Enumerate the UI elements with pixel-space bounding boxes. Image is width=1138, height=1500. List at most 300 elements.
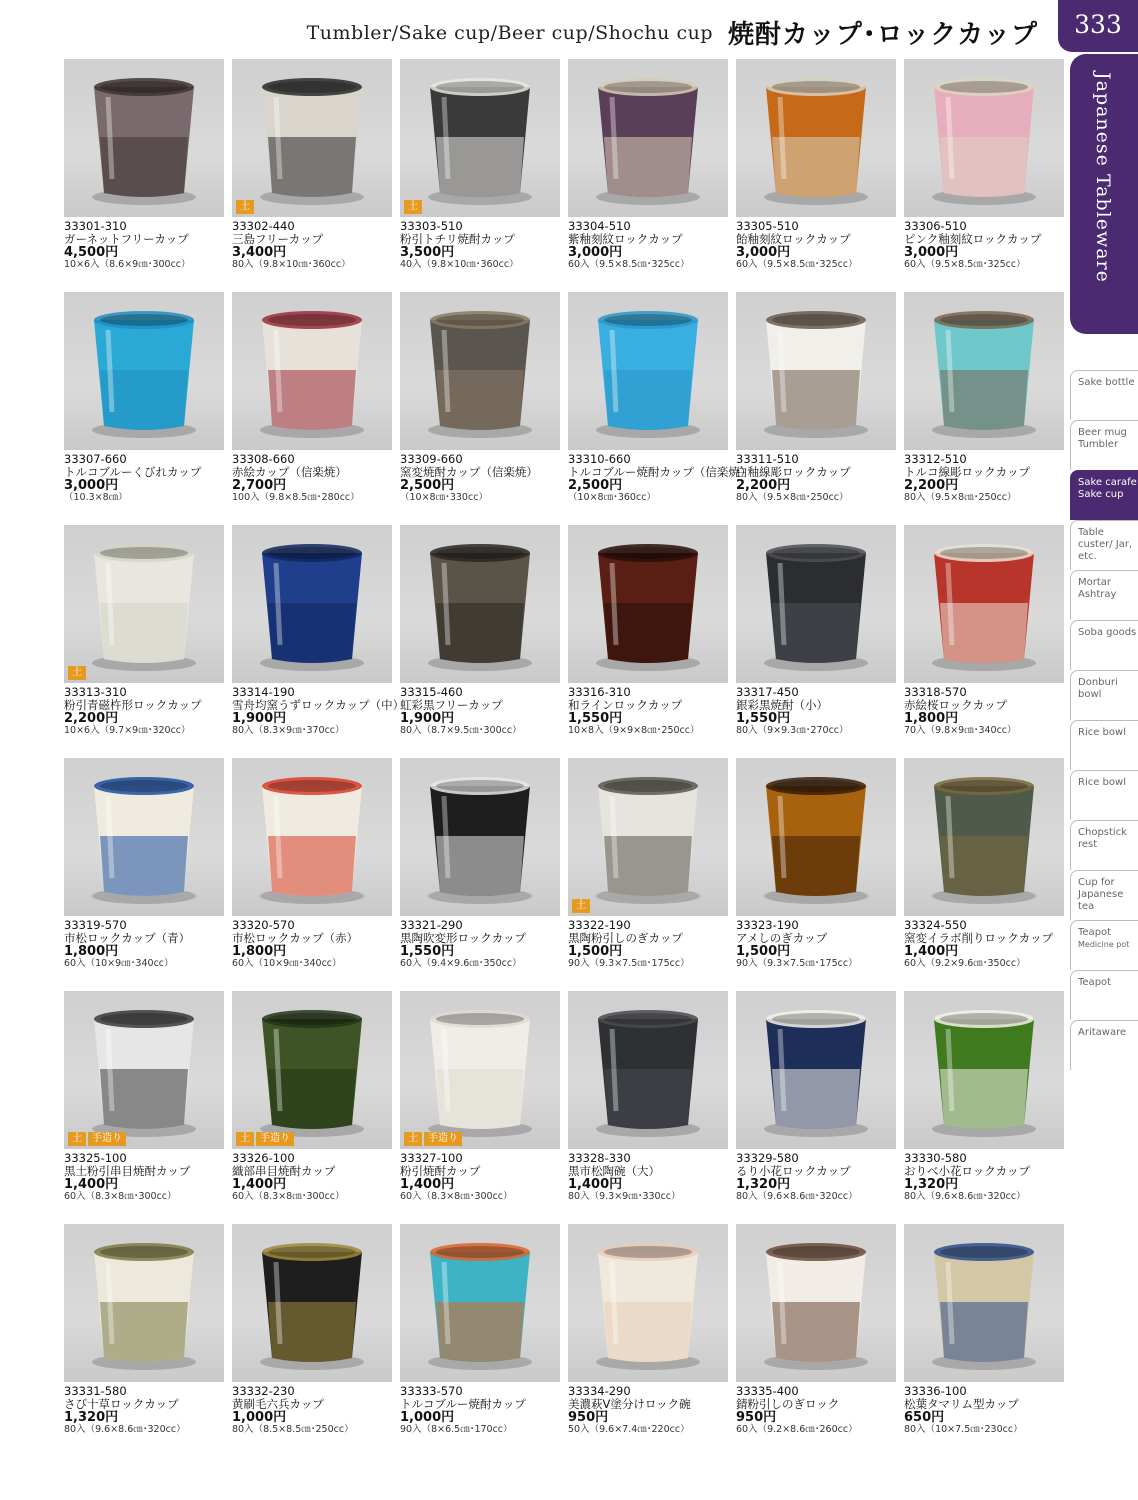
product-spec: 60入（10×9㎝･340cc） (232, 958, 342, 969)
sidenav-tab-label: Table custer/ Jar, etc. (1078, 527, 1133, 562)
product-info (232, 919, 402, 970)
product-code: 33328-330 (568, 1151, 631, 1165)
badge-group (404, 1132, 462, 1146)
product-card[interactable] (64, 525, 224, 757)
product-card[interactable] (904, 525, 1064, 757)
product-spec: 80入（9.8×10㎝･360cc） (232, 259, 351, 270)
cup-illustration (904, 525, 1064, 683)
material-badge: 土 (68, 666, 86, 680)
product-code: 33335-400 (736, 1384, 799, 1398)
product-card[interactable] (64, 292, 224, 524)
sidenav-tab-label: Teapot (1078, 927, 1112, 938)
product-spec: 80入（9×9.3㎝･270cc） (736, 725, 849, 736)
product-code: 33326-100 (232, 1151, 295, 1165)
product-price: 2,500円 (400, 478, 455, 493)
cup-illustration (232, 292, 392, 450)
product-code: 33331-580 (64, 1384, 127, 1398)
product-info (568, 220, 738, 271)
product-spec: 60入（9.5×8.5㎝･325cc） (736, 259, 858, 270)
product-spec: 60入（9.5×8.5㎝･325cc） (568, 259, 690, 270)
product-info (736, 453, 906, 504)
cup-illustration (568, 525, 728, 683)
product-info (64, 453, 234, 504)
sidenav-tab[interactable] (1070, 420, 1138, 470)
product-info (232, 453, 402, 504)
product-spec: 60入（8.3×8㎝･300cc） (64, 1191, 177, 1202)
product-info (400, 919, 570, 970)
product-spec: 40入（9.8×10㎝･360cc） (400, 259, 519, 270)
product-spec: 90入（9.3×7.5㎝･175cc） (736, 958, 858, 969)
product-price: 1,000円 (400, 1410, 455, 1425)
product-card[interactable] (232, 525, 405, 757)
product-code: 33330-580 (904, 1151, 967, 1165)
product-card[interactable] (568, 59, 728, 291)
cup-illustration (64, 525, 224, 683)
product-price: 3,000円 (568, 245, 623, 260)
product-code: 33327-100 (400, 1151, 463, 1165)
japanese-title: 焼酎カップ･ロックカップ (728, 20, 1038, 50)
product-spec: 80入（9.6×8.6㎝･320cc） (736, 1191, 858, 1202)
material-badge: 手造り (88, 1132, 126, 1146)
product-info (568, 1385, 738, 1436)
sidenav-tab-label: Aritaware (1078, 1027, 1127, 1038)
product-name: るり小花ロックカップ (736, 1164, 851, 1178)
cup-illustration (736, 991, 896, 1149)
product-name: さび十草ロックカップ (64, 1397, 179, 1411)
product-card[interactable] (400, 59, 560, 291)
product-photo (568, 991, 728, 1149)
product-price: 1,320円 (904, 1177, 959, 1192)
sidenav-tab[interactable] (1070, 570, 1138, 620)
product-info (400, 686, 570, 737)
product-card[interactable] (568, 292, 752, 524)
product-name: 粉引青磁杵形ロックカップ (64, 698, 202, 712)
product-code: 33313-310 (64, 685, 127, 699)
product-photo (904, 991, 1064, 1149)
product-code: 33333-570 (400, 1384, 463, 1398)
product-info (904, 686, 1074, 737)
badge-group (236, 1132, 294, 1146)
product-name: 飴釉刻紋ロックカップ (736, 232, 851, 246)
product-code: 33316-310 (568, 685, 631, 699)
sidenav-tab[interactable] (1070, 970, 1138, 1020)
product-spec: 80入（8.5×8.5㎝･250cc） (232, 1424, 354, 1435)
product-price: 1,400円 (904, 944, 959, 959)
product-spec: 90入（8×6.5㎝･170cc） (400, 1424, 513, 1435)
product-spec: 50入（9.6×7.4㎝･220cc） (568, 1424, 690, 1435)
sidenav-tab[interactable] (1070, 470, 1138, 520)
product-info (736, 1152, 906, 1203)
product-info (400, 1152, 570, 1203)
product-photo (400, 991, 560, 1149)
product-name: 窯変焼酎カップ（信楽焼） (400, 465, 538, 479)
product-photo (904, 1224, 1064, 1382)
product-name: トルコ線彫ロックカップ (904, 465, 1031, 479)
product-name: 粉引焼酎カップ (400, 1164, 481, 1178)
product-spec: 60入（9.2×8.6㎝･260cc） (736, 1424, 858, 1435)
product-price: 950円 (568, 1410, 609, 1425)
product-name: 黒土粉引串目焼酎カップ (64, 1164, 191, 1178)
cup-illustration (568, 758, 728, 916)
badge-group (572, 899, 590, 913)
product-info (904, 1385, 1074, 1436)
product-info (400, 453, 570, 504)
product-photo (232, 292, 392, 450)
product-price: 3,400円 (232, 245, 287, 260)
sidenav-tab[interactable] (1070, 870, 1138, 920)
product-photo (736, 292, 896, 450)
product-card[interactable] (568, 991, 728, 1223)
product-spec: 60入（8.3×8㎝･300cc） (232, 1191, 345, 1202)
product-price: 1,400円 (232, 1177, 287, 1192)
sidenav-tab-sublabel: Medicine pot (1078, 940, 1130, 949)
product-code: 33302-440 (232, 219, 295, 233)
product-price: 1,800円 (904, 711, 959, 726)
product-price: 1,550円 (736, 711, 791, 726)
sidenav-tab[interactable] (1070, 1020, 1138, 1070)
sidenav-tab-label: Mortar Ashtray (1078, 577, 1117, 600)
cup-illustration (904, 292, 1064, 450)
product-photo (232, 59, 392, 217)
product-price: 1,550円 (568, 711, 623, 726)
product-card[interactable] (64, 59, 224, 291)
product-info (232, 220, 402, 271)
cup-illustration (568, 292, 728, 450)
product-spec: 80入（8.3×9㎝･370cc） (232, 725, 345, 736)
material-badge: 手造り (424, 1132, 462, 1146)
product-price: 950円 (736, 1410, 777, 1425)
product-info (904, 453, 1074, 504)
product-spec: 60入（9.5×8.5㎝･325cc） (904, 259, 1026, 270)
product-info (904, 220, 1074, 271)
product-name: ピンク釉刻紋ロックカップ (904, 232, 1042, 246)
product-spec: 100入（9.8×8.5㎝･280cc） (232, 492, 360, 503)
product-info (568, 686, 738, 737)
cup-illustration (64, 1224, 224, 1382)
sidenav-tab-label: Chopstick rest (1078, 827, 1127, 850)
product-name: 黒陶吹変形ロックカップ (400, 931, 527, 945)
product-card[interactable] (904, 59, 1064, 291)
product-spec: 80入（9.5×8㎝･250cc） (736, 492, 849, 503)
product-photo (64, 758, 224, 916)
product-name: 白釉線彫ロックカップ (736, 465, 851, 479)
product-info (736, 686, 906, 737)
product-code: 33305-510 (736, 219, 799, 233)
cup-illustration (232, 59, 392, 217)
product-photo (232, 1224, 392, 1382)
product-photo (64, 991, 224, 1149)
material-badge: 土 (404, 1132, 422, 1146)
product-photo (232, 991, 392, 1149)
product-photo (568, 59, 728, 217)
product-photo (400, 525, 560, 683)
product-name: 錆粉引しのぎロック (736, 1397, 840, 1411)
sidenav-tab[interactable] (1070, 370, 1138, 420)
product-code: 33336-100 (904, 1384, 967, 1398)
product-code: 33324-550 (904, 918, 967, 932)
product-code: 33303-510 (400, 219, 463, 233)
product-photo (568, 292, 728, 450)
product-spec: 90入（9.3×7.5㎝･175cc） (568, 958, 690, 969)
cup-illustration (64, 292, 224, 450)
product-name: 市松ロックカップ（青） (64, 931, 191, 945)
product-card[interactable] (736, 758, 896, 990)
product-info (904, 1152, 1074, 1203)
product-name: 三島フリーカップ (232, 232, 324, 246)
sidenav-tab-label: Sake carafe Sake cup (1078, 477, 1137, 500)
product-photo (568, 758, 728, 916)
sidenav-tab[interactable] (1070, 670, 1138, 720)
product-card[interactable] (400, 292, 560, 524)
product-photo (400, 1224, 560, 1382)
product-card[interactable] (232, 292, 392, 524)
product-info (736, 220, 906, 271)
product-card[interactable] (400, 758, 560, 990)
product-spec: 80入（9.3×9㎝･330cc） (568, 1191, 681, 1202)
product-name: 黄刷毛六兵カップ (232, 1397, 324, 1411)
product-info (400, 1385, 570, 1436)
material-badge: 土 (68, 1132, 86, 1146)
product-photo (232, 758, 392, 916)
product-info (568, 1152, 738, 1203)
cup-illustration (400, 525, 560, 683)
product-card[interactable] (904, 1224, 1064, 1456)
material-badge: 土 (236, 1132, 254, 1146)
product-price: 2,200円 (64, 711, 119, 726)
product-name: 虹彩黒フリーカップ (400, 698, 503, 712)
product-card[interactable] (904, 991, 1064, 1223)
product-spec: （10×8㎝･360cc） (568, 492, 656, 503)
product-photo (568, 1224, 728, 1382)
product-name: 赤絵カップ（信楽焼） (232, 465, 347, 479)
product-code: 33311-510 (736, 452, 799, 466)
product-info (400, 220, 570, 271)
product-card[interactable] (736, 292, 896, 524)
product-name: トルコブルー焼酎カップ（信楽焼） (568, 465, 752, 479)
product-price: 2,200円 (904, 478, 959, 493)
product-photo (736, 59, 896, 217)
cup-illustration (400, 1224, 560, 1382)
product-spec: 60入（9.4×9.6㎝･350cc） (400, 958, 522, 969)
product-photo (64, 525, 224, 683)
product-code: 33321-290 (400, 918, 463, 932)
product-spec: 10×6入（8.6×9㎝･300cc） (64, 259, 191, 270)
cup-illustration (736, 1224, 896, 1382)
product-card[interactable] (232, 991, 392, 1223)
product-spec: （10.3×8㎝） (64, 492, 128, 503)
product-name: 紫釉刻紋ロックカップ (568, 232, 683, 246)
cup-illustration (64, 59, 224, 217)
product-code: 33319-570 (64, 918, 127, 932)
product-card[interactable] (904, 292, 1064, 524)
product-card[interactable] (232, 758, 392, 990)
product-info (64, 686, 234, 737)
sidenav-tab-label: Beer mug Tumbler (1078, 427, 1127, 450)
product-price: 3,000円 (904, 245, 959, 260)
product-photo (400, 59, 560, 217)
product-code: 33306-510 (904, 219, 967, 233)
product-name: 黒陶粉引しのぎカップ (568, 931, 683, 945)
product-card[interactable] (232, 1224, 392, 1456)
sidenav-tab[interactable] (1070, 720, 1138, 770)
product-price: 1,500円 (736, 944, 791, 959)
product-name: 雪舟均窯うずロックカップ（中） (232, 698, 405, 712)
material-badge: 土 (572, 899, 590, 913)
category-side-band (1070, 54, 1138, 334)
product-price: 2,500円 (568, 478, 623, 493)
product-name: アメしのぎカップ (736, 931, 828, 945)
product-code: 33329-580 (736, 1151, 799, 1165)
cup-illustration (736, 525, 896, 683)
cup-illustration (736, 758, 896, 916)
sidenav-tab[interactable] (1070, 820, 1138, 870)
sidenav-tab-label: Donburi bowl (1078, 677, 1118, 700)
product-spec: 60入（8.3×8㎝･300cc） (400, 1191, 513, 1202)
product-info (232, 1152, 402, 1203)
product-name: 美濃萩V塗分けロック碗 (568, 1397, 691, 1411)
product-card[interactable] (568, 525, 728, 757)
product-price: 1,000円 (232, 1410, 287, 1425)
product-price: 3,000円 (736, 245, 791, 260)
product-code: 33308-660 (232, 452, 295, 466)
product-card[interactable] (904, 758, 1064, 990)
sidenav-tab[interactable] (1070, 770, 1138, 820)
product-name: ガーネットフリーカップ (64, 232, 189, 246)
product-code: 33332-230 (232, 1384, 295, 1398)
product-price: 1,800円 (232, 944, 287, 959)
product-card[interactable] (64, 758, 224, 990)
product-name: 和ラインロックカップ (568, 698, 683, 712)
sidenav-tab[interactable] (1070, 620, 1138, 670)
product-spec: 80入（8.7×9.5㎝･300cc） (400, 725, 522, 736)
product-info (568, 919, 738, 970)
product-name: トルコブルー焼酎カップ (400, 1397, 526, 1411)
cup-illustration (736, 292, 896, 450)
product-card[interactable] (400, 525, 560, 757)
product-code: 33334-290 (568, 1384, 631, 1398)
product-card[interactable] (736, 525, 896, 757)
product-price: 650円 (904, 1410, 945, 1425)
product-code: 33318-570 (904, 685, 967, 699)
product-spec: 70入（9.8×9㎝･340cc） (904, 725, 1017, 736)
product-photo (400, 758, 560, 916)
product-spec: 80入（9.5×8㎝･250cc） (904, 492, 1017, 503)
side-label: Japanese Tableware (1092, 72, 1114, 283)
product-spec: （10×8㎝･330cc） (400, 492, 488, 503)
product-code: 33307-660 (64, 452, 127, 466)
product-code: 33310-660 (568, 452, 631, 466)
product-info (64, 1152, 234, 1203)
product-info (232, 685, 405, 737)
product-card[interactable] (568, 1224, 728, 1456)
page-number: 333 (1058, 0, 1138, 52)
product-card[interactable] (568, 758, 728, 990)
badge-group (236, 200, 254, 214)
product-photo (64, 1224, 224, 1382)
product-price: 1,320円 (64, 1410, 119, 1425)
cup-illustration (232, 991, 392, 1149)
product-price: 1,320円 (736, 1177, 791, 1192)
product-spec: 60入（9.2×9.6㎝･350cc） (904, 958, 1026, 969)
product-info (736, 1385, 906, 1436)
product-card[interactable] (736, 991, 896, 1223)
product-card[interactable] (736, 59, 896, 291)
product-info (64, 220, 234, 271)
product-photo (736, 1224, 896, 1382)
product-code: 33312-510 (904, 452, 967, 466)
product-name: 赤絵桜ロックカップ (904, 698, 1008, 712)
english-title: Tumbler/Sake cup/Beer cup/Shochu cup (306, 22, 713, 44)
sidenav-tab[interactable] (1070, 520, 1138, 570)
product-name: 粉引トチリ焼酎カップ (400, 232, 515, 246)
sidenav-tab[interactable] (1070, 920, 1138, 970)
product-price: 1,900円 (232, 711, 287, 726)
product-code: 33322-190 (568, 918, 631, 932)
product-name: 市松ロックカップ（赤） (232, 931, 359, 945)
product-spec: 80入（9.6×8.6㎝･320cc） (64, 1424, 186, 1435)
product-info (64, 919, 234, 970)
badge-group (68, 1132, 126, 1146)
product-name: トルコブルーくびれカップ (64, 465, 202, 479)
material-badge: 土 (404, 200, 422, 214)
sidenav-tab-label: Rice bowl (1078, 777, 1126, 788)
product-spec: 80入（10×7.5㎝･230cc） (904, 1424, 1023, 1435)
product-price: 1,900円 (400, 711, 455, 726)
cup-illustration (400, 758, 560, 916)
product-photo (568, 525, 728, 683)
cup-illustration (904, 59, 1064, 217)
product-card[interactable] (400, 991, 560, 1223)
sidenav-tab-label: Soba goods (1078, 627, 1137, 638)
product-code: 33314-190 (232, 685, 295, 699)
product-card[interactable] (400, 1224, 560, 1456)
product-photo (904, 758, 1064, 916)
product-card[interactable] (64, 991, 224, 1223)
product-code: 33325-100 (64, 1151, 127, 1165)
product-photo (232, 525, 392, 683)
cup-illustration (64, 758, 224, 916)
product-price: 1,400円 (64, 1177, 119, 1192)
product-spec: 80入（9.6×8.6㎝･320cc） (904, 1191, 1026, 1202)
cup-illustration (232, 525, 392, 683)
badge-group (404, 200, 422, 214)
product-card[interactable] (736, 1224, 896, 1456)
cup-illustration (400, 292, 560, 450)
product-name: 黒市松陶碗（大） (568, 1164, 660, 1178)
product-code: 33317-450 (736, 685, 799, 699)
product-card[interactable] (64, 1224, 224, 1456)
product-card[interactable] (232, 59, 392, 291)
product-photo (736, 991, 896, 1149)
sidenav-tab-label: Cup for Japanese tea (1078, 877, 1124, 912)
product-photo (400, 292, 560, 450)
product-name: 窯変イラボ削りロックカップ (904, 931, 1054, 945)
cup-illustration (232, 758, 392, 916)
product-code: 33323-190 (736, 918, 799, 932)
material-badge: 手造り (256, 1132, 294, 1146)
product-code: 33315-460 (400, 685, 463, 699)
product-photo (904, 59, 1064, 217)
product-photo (736, 758, 896, 916)
product-spec: 10×6入（9.7×9㎝･320cc） (64, 725, 191, 736)
product-price: 3,500円 (400, 245, 455, 260)
product-info (232, 1385, 402, 1436)
product-name: 織部串目焼酎カップ (232, 1164, 336, 1178)
cup-illustration (568, 59, 728, 217)
product-price: 3,000円 (64, 478, 119, 493)
cup-illustration (64, 991, 224, 1149)
sidenav-tab-label: Teapot (1078, 977, 1112, 988)
